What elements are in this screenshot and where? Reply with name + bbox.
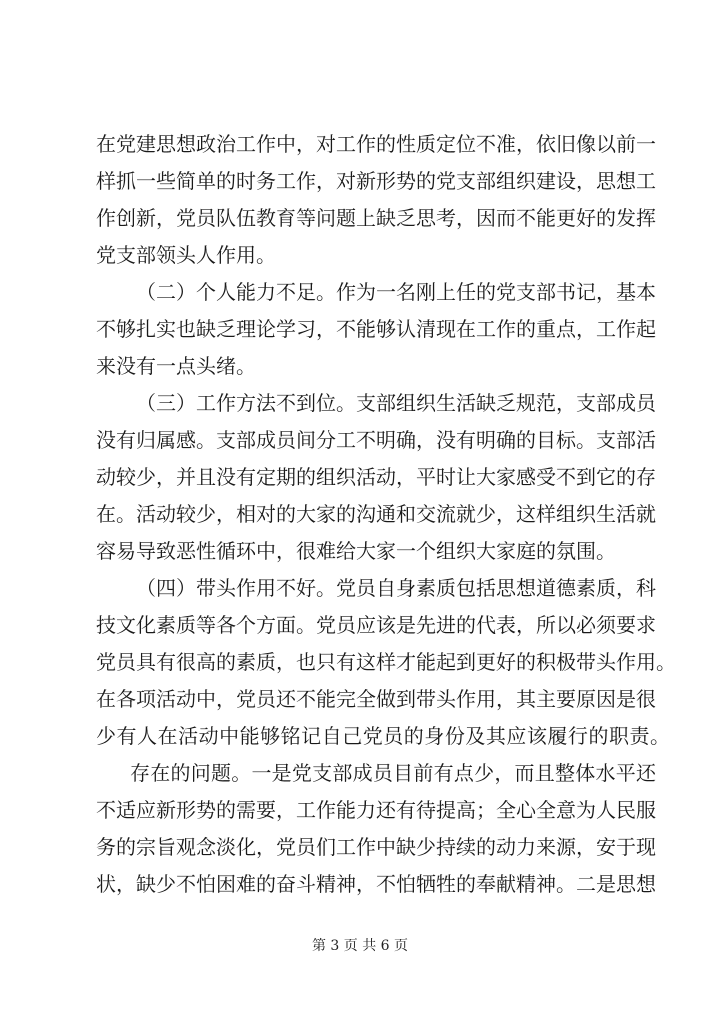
document-body [96,126,676,903]
text-line: 来没有一点头绪。 [96,354,256,378]
text-line: 少有人在活动中能够铭记自己党员的身份及其应该履行的职责。 [96,724,670,748]
text-line: （四）带头作用不好。党员自身素质包括思想道德素质，科 [136,576,656,600]
text-line: 容易导致恶性循环中，很难给大家一个组织大家庭的氛围。 [96,539,616,563]
text-line: 不适应新形势的需要，工作能力还有待提高；全心全意为人民服 [96,798,656,822]
text-line: 党支部领头人作用。 [96,243,276,267]
text-line: （三）工作方法不到位。支部组织生活缺乏规范，支部成员 [136,391,656,415]
page-number-footer: 第 3 页 共 6 页 [311,938,409,954]
text-line: 不够扎实也缺乏理论学习，不能够认清现在工作的重点，工作起 [96,317,656,341]
text-line: 技文化素质等各个方面。党员应该是先进的代表，所以必须要求 [96,613,656,637]
text-line: 没有归属感。支部成员间分工不明确，没有明确的目标。支部活 [96,428,656,452]
text-line: 在各项活动中，党员还不能完全做到带头作用，其主要原因是很 [96,687,656,711]
text-line: 动较少，并且没有定期的组织活动，平时让大家感受不到它的存 [96,465,656,489]
text-line: 在。活动较少，相对的大家的沟通和交流就少，这样组织生活就 [96,502,656,526]
text-line: 在党建思想政治工作中，对工作的性质定位不准，依旧像以前一 [96,132,656,156]
paragraph-3 [96,385,656,570]
text-line: 作创新，党员队伍教育等问题上缺乏思考，因而不能更好的发挥 [96,206,656,230]
text-line: 样抓一些简单的时务工作，对新形势的党支部组织建设，思想工 [96,169,656,193]
text-line: 存在的问题。一是党支部成员目前有点少，而且整体水平还 [130,761,656,785]
paragraph-1 [96,126,656,274]
text-line: 状，缺少不怕困难的奋斗精神，不怕牺牲的奉献精神。二是思想 [96,872,656,896]
paragraph-5 [96,755,656,903]
text-line: 务的宗旨观念淡化，党员们工作中缺少持续的动力来源，安于现 [96,835,656,859]
paragraph-4 [96,570,676,755]
text-line: （二）个人能力不足。作为一名刚上任的党支部书记，基本 [136,280,656,304]
text-line: 党员具有很高的素质，也只有这样才能起到更好的积极带头作用。 [96,650,676,674]
paragraph-2 [96,274,656,385]
